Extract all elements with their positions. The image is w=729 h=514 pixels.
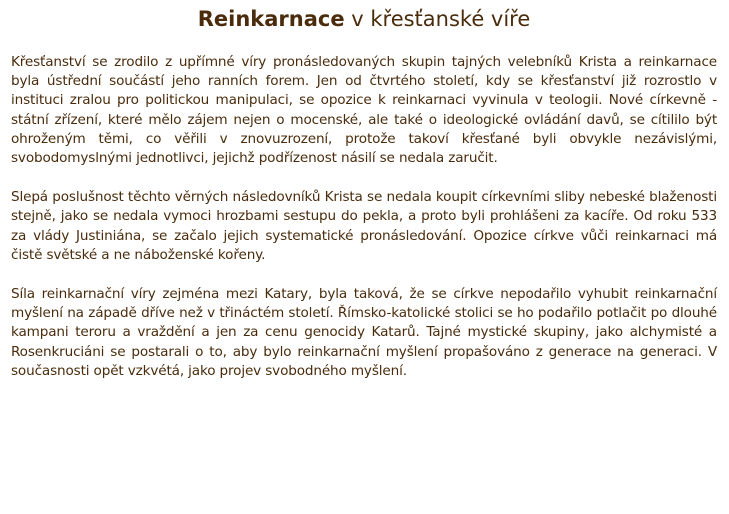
title-rest: v křesťanské víře [344,7,531,31]
page-title [11,0,717,35]
title-keyword: Reinkarnace [197,7,345,31]
paragraph-2: Slepá poslušnost těchto věrných následovníků Krista se nedala koupit církevními sliby nebeské blaženosti stejně, jako se nedala vymoci hrozbami sestupu do pekla, a proto byli prohlášeni za kacíře. Od roku 533 za vlády Justiniána, se začalo jejich systematické pronásledování. Opozice církve vůči reinkarnaci má čistě světské a ne náboženské kořeny. [11,189,717,263]
paragraph-3: Síla reinkarnační víry zejména mezi Katary, byla taková, že se církve nepodařilo vyhubit reinkarnační myšlení na západě dříve než v třináctém století. Římsko-katolické stolici se ho podařilo potlačit po dlouhé kampani teroru a vraždění a jen za cenu genocidy Katarů. Tajné mystické skupiny, jako alchymisté a Rosenkruciáni se postarali o to, aby bylo reinkarnační myšlení propašováno z generace na generaci. V současnosti opět vzkvétá, jako projev svobodného myšlení. [11,286,717,379]
paragraph-1: Křesťanství se zrodilo z upřímné víry pronásledovaných skupin tajných velebníků Krista a reinkarnace byla ústřední součástí jeho ranních forem. Jen od čtvrtého století, kdy se křesťanství již rozrostlo v instituci zralou pro politickou manipulaci, se opozice k reinkarnaci vyvinula v teologii. Nové církevně - státní zřízení, které mělo zájem nejen o mocenské, ale také o ideologické ovládání davů, se cítililo být ohroženým těmi, co věřili v znovuzrození, protože takoví křesťané byli obvykle nezávislými, svobodomyslnými jednotlivci, jejichž podřízenost násilí se nedala zaručit. [11,54,717,167]
